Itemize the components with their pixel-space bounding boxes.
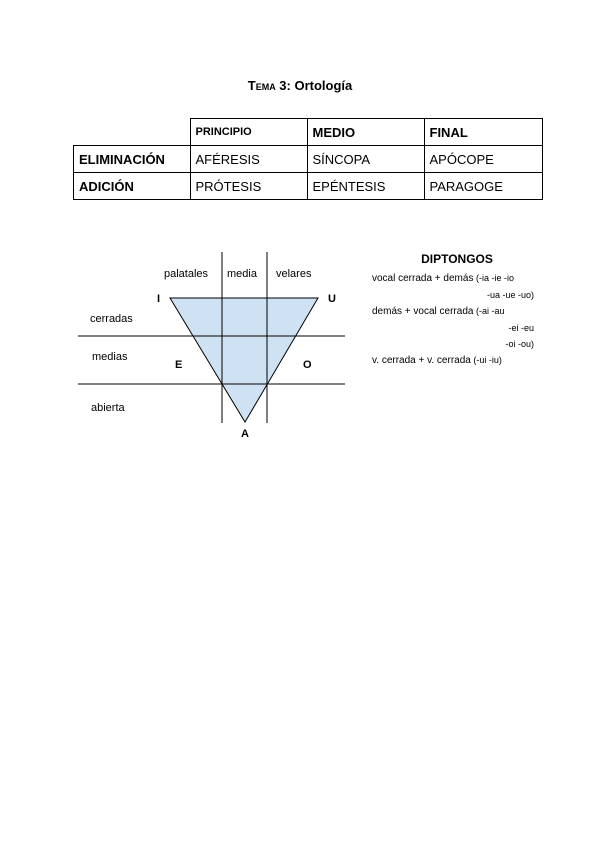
table-cell: EPÉNTESIS [307,173,424,200]
diptongos-line [372,270,542,287]
table-cell: AFÉRESIS [190,146,307,173]
diptongos-line [372,352,542,369]
table-header-row [74,119,543,146]
row-label-eliminacion: ELIMINACIÓN [74,146,191,173]
table-row [74,146,543,173]
diptongo-examples: (-ai -au [473,306,505,316]
vowel-triangle [170,298,318,422]
diptongos-line [372,303,542,320]
diptongo-examples: (-ia -ie -io [473,273,514,283]
vowel-u: U [328,293,336,305]
vowel-a: A [241,428,249,440]
diptongos-line: -oi -ou) [505,339,534,349]
diptongo-rule: demás + vocal cerrada [372,306,474,317]
page-title [0,78,600,93]
column-label-palatales: palatales [164,268,209,280]
table-corner-cell [74,119,191,146]
diptongos-panel [372,251,542,369]
vowel-triangle-diagram [0,240,380,445]
title-prefix [248,78,276,93]
vowel-i: I [157,293,161,305]
table-cell: APÓCOPE [424,146,542,173]
diptongos-line: -ei -eu [508,323,534,333]
column-label-media: media [227,268,257,280]
diptongos-heading: DIPTONGOS [421,252,493,266]
diptongo-examples: (-ui -iu) [470,355,502,365]
row-label-medias: medias [92,351,128,363]
header-final: FINAL [424,119,542,146]
column-label-velares: velares [276,268,312,280]
row-label-abierta: abierta [91,402,125,414]
title-name: Ortología [290,78,353,93]
diptongo-rule: vocal cerrada + demás [372,273,474,284]
phonetic-changes-table [73,118,543,200]
table-cell: PRÓTESIS [190,173,307,200]
title-prefix-initial: T [247,78,256,93]
header-principio: PRINCIPIO [190,119,307,146]
title-number: 3: [275,78,291,93]
title-prefix-rest: ema [255,78,276,93]
row-label-adicion: ADICIÓN [74,173,191,200]
vowel-o: O [303,359,312,371]
table-cell: PARAGOGE [424,173,542,200]
diptongos-line: -ua -ue -uo) [486,290,534,300]
table-row [74,173,543,200]
diptongo-rule: v. cerrada + v. cerrada [372,355,471,366]
table-cell: SÍNCOPA [307,146,424,173]
row-label-cerradas: cerradas [90,313,133,325]
header-medio: MEDIO [307,119,424,146]
vowel-e: E [175,359,183,371]
